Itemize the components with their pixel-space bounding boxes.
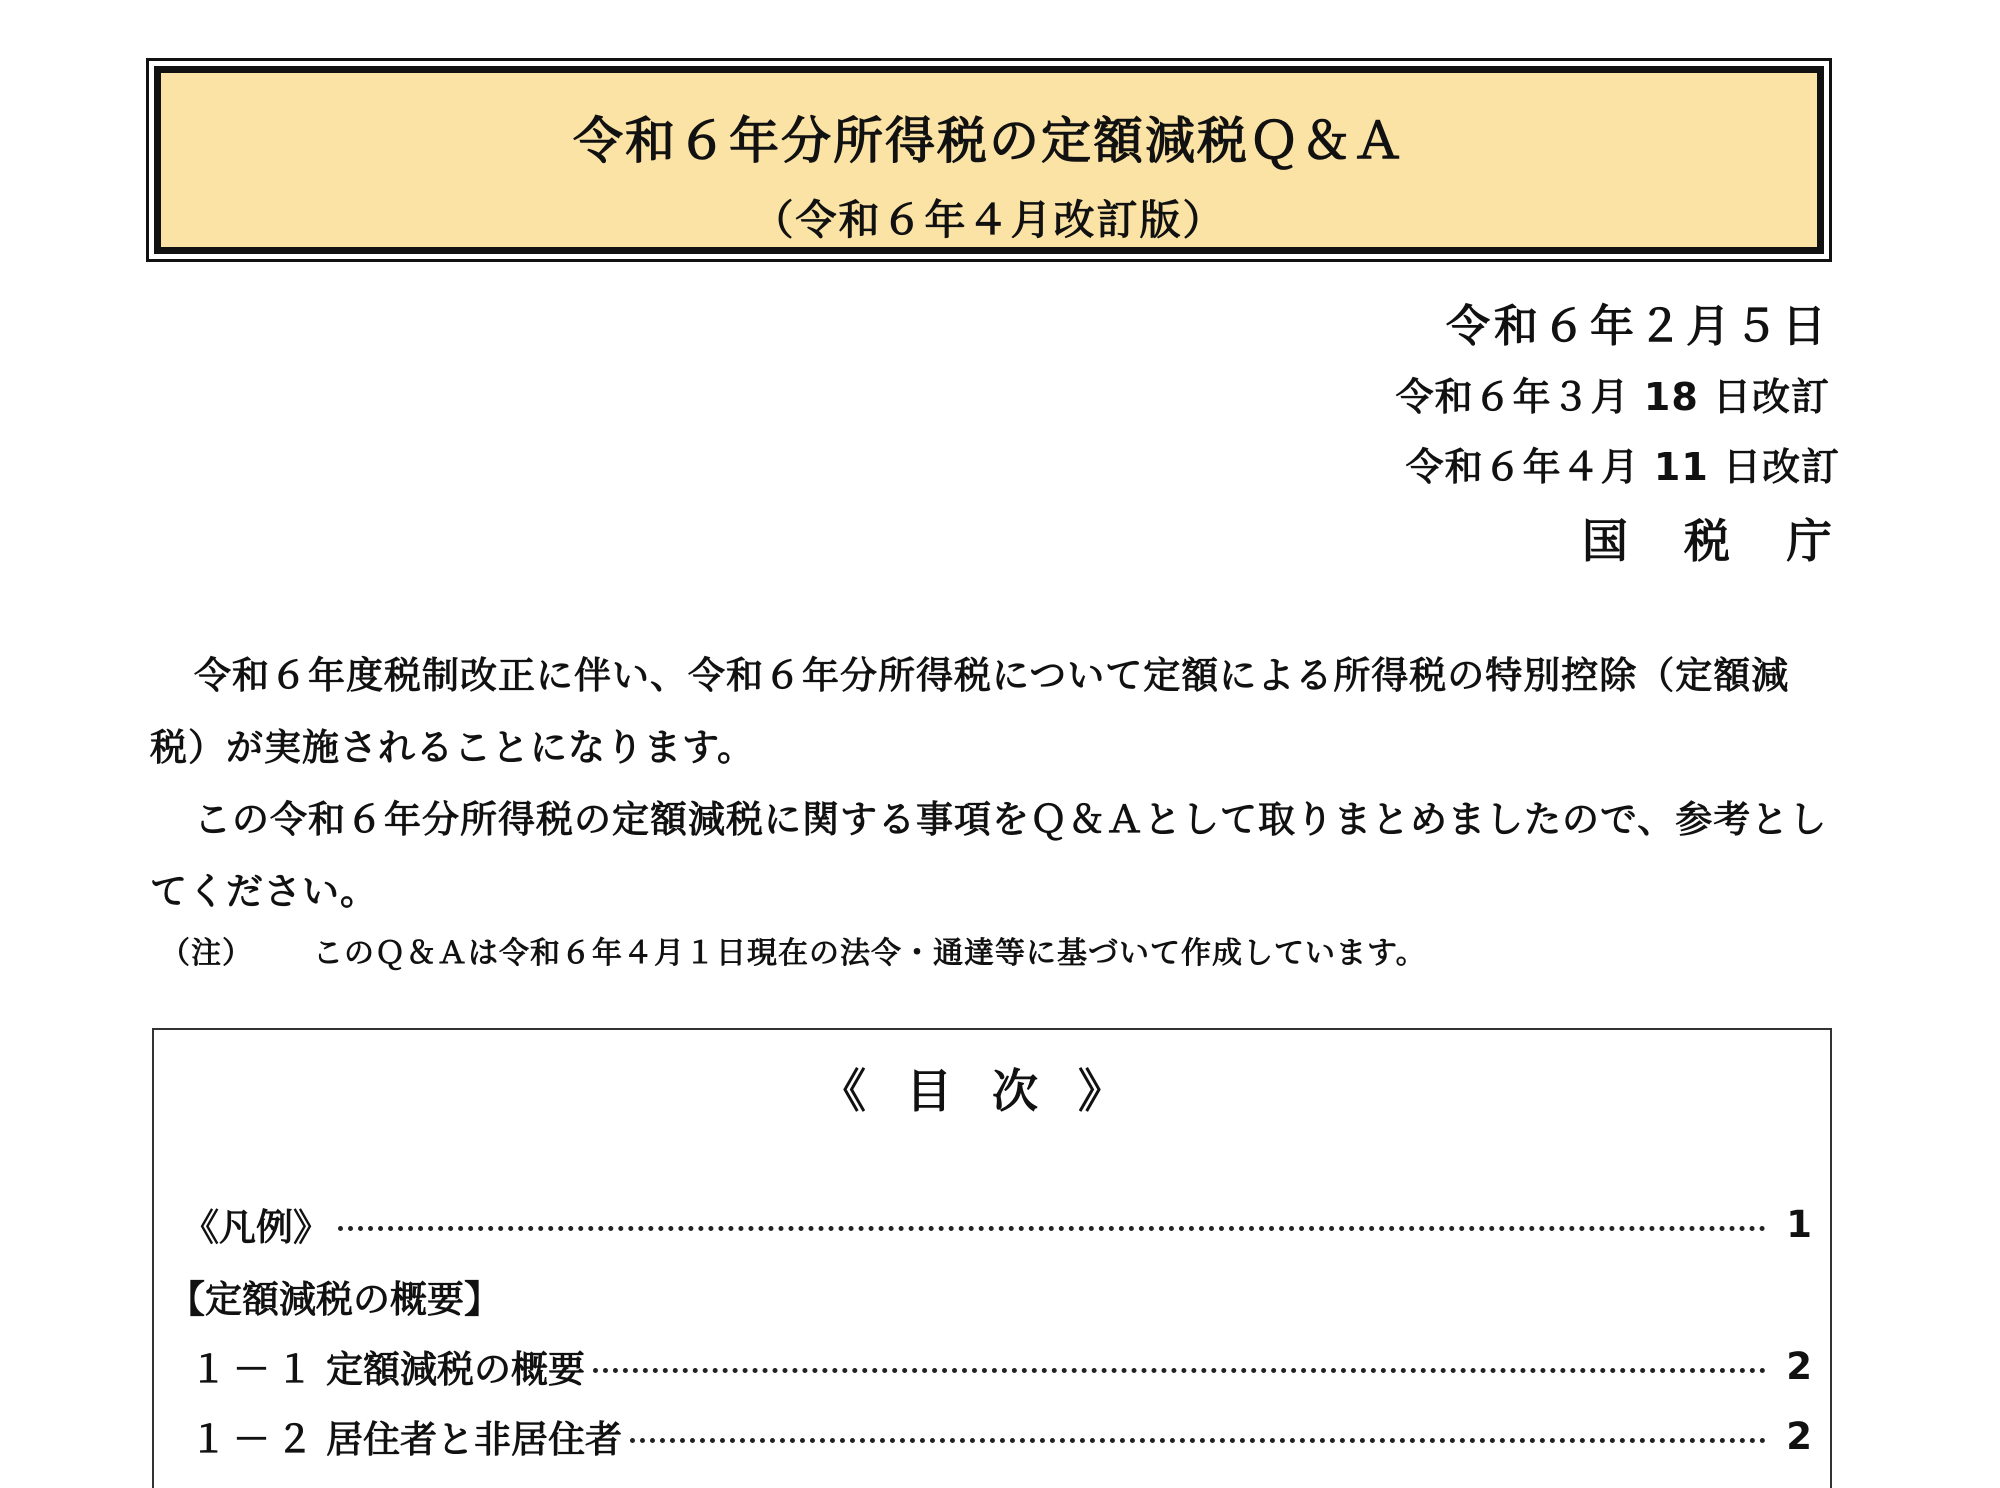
issuer: 国税庁 [1582,514,1888,568]
toc-title: 《目次》 [820,1064,1164,1118]
intro-paragraph-2-text: この令和６年分所得税の定額減税に関する事項をＱ＆Ａとして取りまとめましたので、参考としてください。 [150,798,1828,913]
note [160,928,1427,972]
toc-leader-dots [630,1438,1766,1443]
toc-entry-legend[interactable] [168,1196,1812,1252]
intro-paragraph-1 [150,640,1840,784]
intro-paragraph-2 [150,784,1840,928]
title-box-inner [154,66,1824,254]
revision-date-2: 令和６年４月 11 日改訂 [1405,445,1840,489]
toc-entry-page: 2 [1786,1414,1812,1458]
toc-entry-label: 《凡例》 [182,1206,330,1249]
toc-leader-dots [338,1226,1766,1231]
title-box [146,58,1832,262]
revision-date-1: 令和６年３月 18 日改訂 [1395,375,1830,419]
toc-entry-number: １－２ [190,1418,319,1461]
note-label: （注） [160,936,253,971]
toc-entry-label: 居住者と非居住者 [326,1418,622,1461]
toc-entry-page: 2 [1786,1344,1812,1388]
toc-entry-page: 1 [1786,1202,1812,1246]
toc-entry-1-1[interactable] [168,1338,1812,1394]
note-text: このＱ＆Ａは令和６年４月１日現在の法令・通達等に基づいて作成しています。 [313,936,1427,971]
document-subtitle: （令和６年４月改訂版） [752,196,1226,244]
toc-section-heading [168,1268,1812,1324]
toc-leader-dots [593,1368,1766,1373]
toc-entry-1-2[interactable] [168,1408,1812,1464]
document-title: 令和６年分所得税の定額減税Ｑ＆Ａ [573,112,1405,170]
issue-date: 令和６年２月５日 [1446,301,1830,352]
toc-section-label: 【定額減税の概要】 [168,1278,501,1321]
toc-entry-label: 定額減税の概要 [326,1348,585,1391]
toc-entry-number: １－１ [190,1348,319,1391]
intro-paragraph-1-text: 令和６年度税制改正に伴い、令和６年分所得税について定額による所得税の特別控除（定額減税）が実施されることになります。 [150,654,1790,769]
